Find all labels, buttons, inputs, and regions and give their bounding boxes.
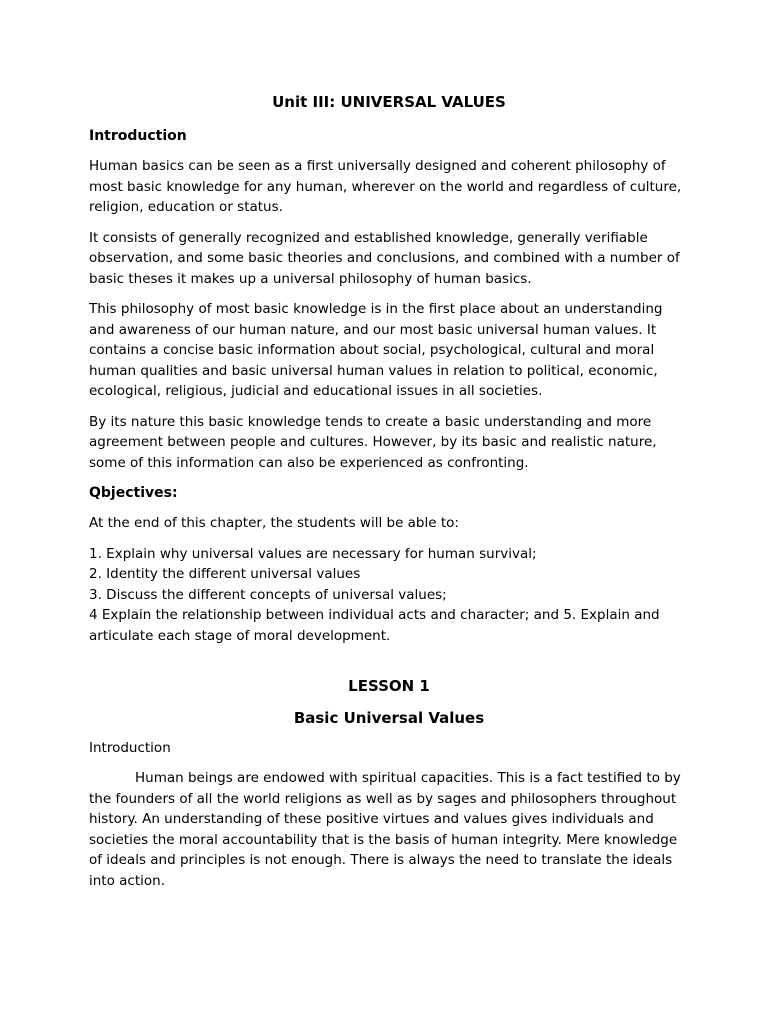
lesson-subtitle: Basic Universal Values xyxy=(293,709,485,727)
objective-item-3: 3. Discuss the different concepts of universal values; xyxy=(89,586,447,603)
unit-title: Unit III: UNIVERSAL VALUES xyxy=(272,93,506,111)
objective-item-2: 2. Identity the different universal values xyxy=(89,566,361,582)
objective-item-1: 1. Explain why universal values are necessary for human survival; xyxy=(89,545,537,562)
objectives-list xyxy=(89,544,689,647)
objective-item-4: 4 Explain the relationship between individual acts and character; and 5. Explain and articulate each stage of moral development. xyxy=(89,607,660,644)
lesson-introduction-heading: Introduction xyxy=(89,740,171,756)
lesson-title: LESSON 1 xyxy=(348,677,430,695)
lesson-paragraph: Human beings are endowed with spiritual capacities. This is a fact testified to by the founders of all the world religions as well as by sages and philosophers throughout history. An understanding of these positive virtues and values gives individuals and societies the moral accountability that is the basis of human integrity. Mere knowledge of ideals and principles is not enough. There is always the need to translate the ideals into action. xyxy=(89,770,681,889)
introduction-heading: Introduction xyxy=(89,128,187,144)
intro-paragraph-1: Human basics can be seen as a first universally designed and coherent philosophy of most basic knowledge for any human, wherever on the world and regardless of culture, religion, education or status. xyxy=(89,158,682,215)
intro-paragraph-2: It consists of generally recognized and established knowledge, generally verifiable observation, and some basic theories and conclusions, and combined with a number of basic theses it makes up a universal philosophy of human basics. xyxy=(89,229,680,287)
intro-paragraph-3: This philosophy of most basic knowledge is in the first place about an understanding and awareness of our human nature, and our most basic universal human values. It contains a concise basic information about social, psychological, cultural and moral human qualities and basic universal human values in relation to political, economic, ecological, religious, judicial and educational issues in all societies. xyxy=(89,301,663,399)
document-page xyxy=(89,92,689,901)
objectives-heading: Qbjectives: xyxy=(89,485,178,501)
intro-paragraph-4: By its nature this basic knowledge tends to create a basic understanding and more agreement between people and cultures. However, by its basic and realistic nature, some of this information can also be experienced as confronting. xyxy=(89,413,657,471)
objectives-intro: At the end of this chapter, the students will be able to: xyxy=(89,515,459,531)
